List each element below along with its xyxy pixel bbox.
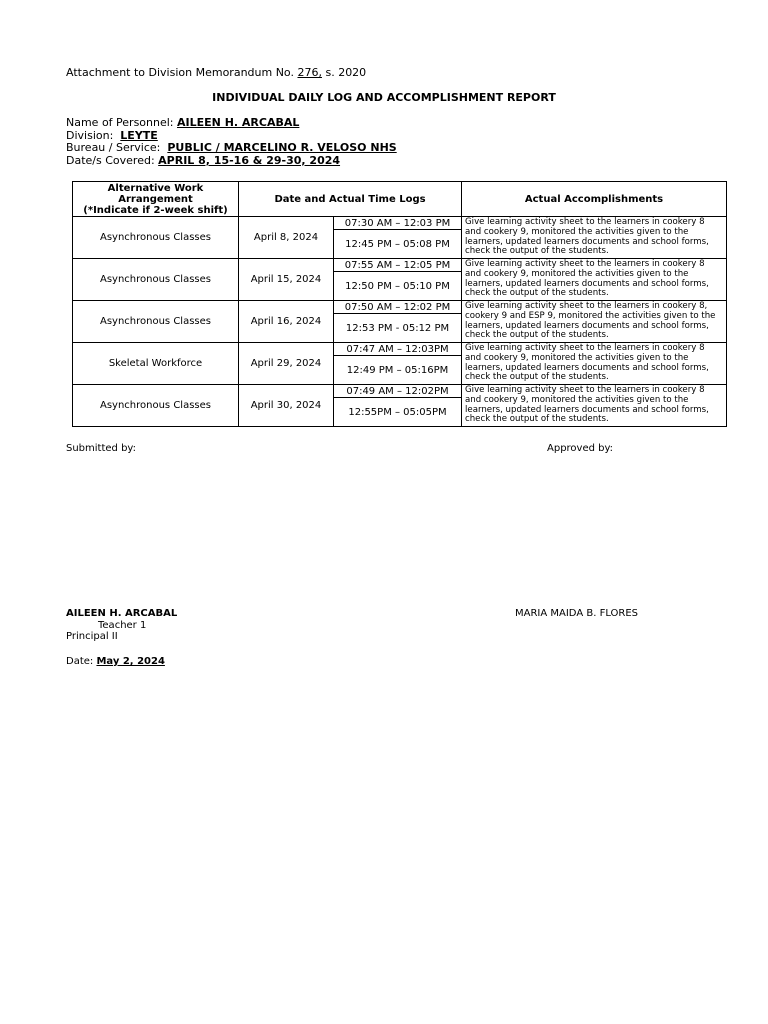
attachment-line	[66, 66, 366, 79]
personnel-name-line	[66, 116, 299, 129]
date-cell: April 15, 2024	[239, 259, 334, 301]
arrangement-cell: Asynchronous Classes	[73, 259, 239, 301]
time-am-cell: 07:30 AM – 12:03 PM	[334, 217, 462, 230]
date-label: Date:	[66, 656, 97, 667]
time-pm-cell: 12:49 PM – 05:16PM	[334, 356, 462, 385]
approved-by-label: Approved by:	[547, 443, 614, 454]
time-am-cell: 07:49 AM – 12:02PM	[334, 385, 462, 398]
memo-number: 276,	[297, 66, 322, 79]
accomplishment-cell: Give learning activity sheet to the learners in cookery 8 and cookery 9, monitored the activities given to the learners, updated learners documents and school forms, check the output of the students.	[462, 385, 727, 427]
arrangement-cell: Skeletal Workforce	[73, 343, 239, 385]
arrangement-cell: Asynchronous Classes	[73, 217, 239, 259]
accomplishment-cell: Give learning activity sheet to the learners in cookery 8 and cookery 9, monitored the activities given to the learners, updated learners documents and school forms, check the output of the students.	[462, 259, 727, 301]
table-header-row	[73, 182, 727, 217]
report-date-line	[66, 656, 165, 667]
submitter-position: Teacher 1	[98, 620, 147, 631]
name-label: Name of Personnel:	[66, 116, 178, 129]
division-label: Division:	[66, 129, 117, 142]
time-am-cell: 07:55 AM – 12:05 PM	[334, 259, 462, 272]
dates-value: APRIL 8, 15-16 & 29-30, 2024	[158, 154, 341, 167]
header-arrangement-line2: (*Indicate if 2-week shift)	[83, 204, 228, 216]
daily-log-table	[72, 181, 727, 427]
attachment-prefix: Attachment to Division Memorandum No.	[66, 66, 298, 79]
accomplishment-cell: Give learning activity sheet to the learners in cookery 8, cookery 9 and ESP 9, monitored the activities given to the learners, updated learners documents and school forms, check the output of the students.	[462, 301, 727, 343]
header-date-time: Date and Actual Time Logs	[239, 182, 462, 217]
header-accomplishments: Actual Accomplishments	[462, 182, 727, 217]
submitter-name: AILEEN H. ARCABAL	[66, 608, 178, 619]
bureau-value: PUBLIC / MARCELINO R. VELOSO NHS	[167, 141, 397, 154]
bureau-line	[66, 141, 397, 154]
arrangement-cell: Asynchronous Classes	[73, 301, 239, 343]
bureau-label: Bureau / Service:	[66, 141, 164, 154]
time-am-cell: 07:47 AM – 12:03PM	[334, 343, 462, 356]
submitted-by-label: Submitted by:	[66, 443, 136, 454]
table-row	[73, 385, 727, 398]
time-am-cell: 07:50 AM – 12:02 PM	[334, 301, 462, 314]
accomplishment-cell: Give learning activity sheet to the learners in cookery 8 and cookery 9, monitored the activities given to the learners, updated learners documents and school forms, check the output of the students.	[462, 217, 727, 259]
time-pm-cell: 12:55PM – 05:05PM	[334, 398, 462, 427]
arrangement-cell: Asynchronous Classes	[73, 385, 239, 427]
date-cell: April 16, 2024	[239, 301, 334, 343]
time-pm-cell: 12:50 PM – 05:10 PM	[334, 272, 462, 301]
date-cell: April 8, 2024	[239, 217, 334, 259]
table-row	[73, 259, 727, 272]
page-title: INDIVIDUAL DAILY LOG AND ACCOMPLISHMENT REPORT	[212, 91, 556, 104]
dates-label: Date/s Covered:	[66, 154, 159, 167]
attachment-suffix: s. 2020	[321, 66, 367, 79]
approver-position: Principal II	[66, 631, 118, 642]
table-row	[73, 343, 727, 356]
time-pm-cell: 12:53 PM - 05:12 PM	[334, 314, 462, 343]
date-cell: April 30, 2024	[239, 385, 334, 427]
date-cell: April 29, 2024	[239, 343, 334, 385]
division-value: LEYTE	[120, 129, 158, 142]
time-pm-cell: 12:45 PM – 05:08 PM	[334, 230, 462, 259]
name-value: AILEEN H. ARCABAL	[177, 116, 300, 129]
dates-covered-line	[66, 154, 340, 167]
table-row	[73, 301, 727, 314]
date-value: May 2, 2024	[96, 656, 165, 667]
accomplishment-cell: Give learning activity sheet to the learners in cookery 8 and cookery 9, monitored the activities given to the learners, updated learners documents and school forms, check the output of the students.	[462, 343, 727, 385]
header-arrangement-line1: Alternative Work Arrangement	[107, 182, 204, 205]
header-arrangement	[73, 182, 239, 217]
approver-name: MARIA MAIDA B. FLORES	[515, 608, 639, 619]
table-row	[73, 217, 727, 230]
